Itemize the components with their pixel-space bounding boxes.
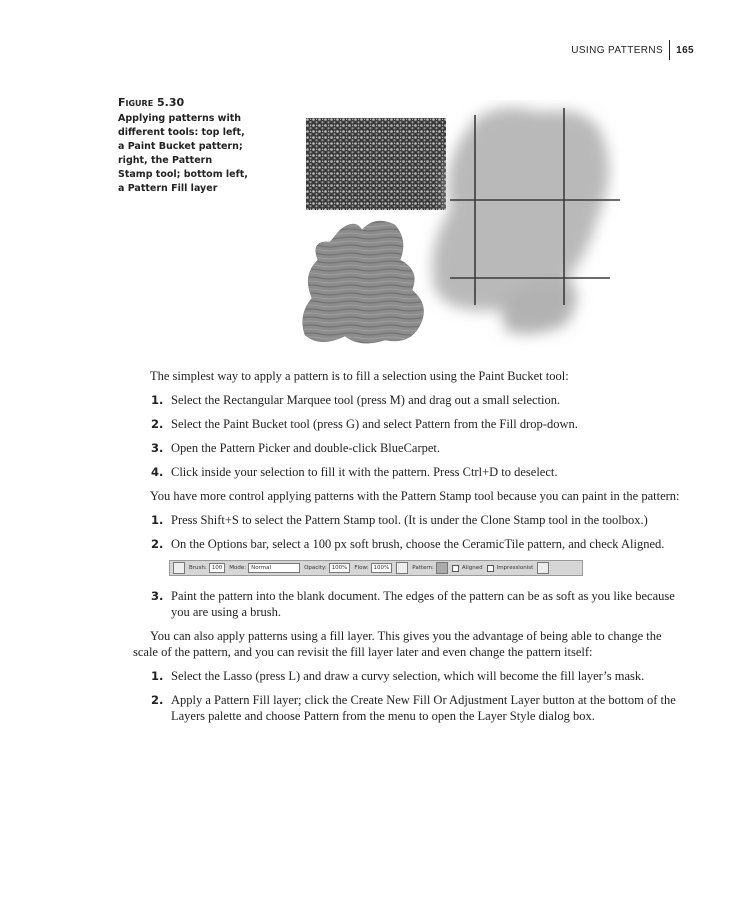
list-item: 2. Select the Paint Bucket tool (press G) and select Pattern from the Fill drop-down.: [151, 417, 578, 431]
opacity-value: 100%: [329, 563, 351, 573]
running-header: [571, 40, 694, 60]
options-bar-screenshot: [169, 560, 583, 576]
paragraph-pattern-stamp-intro: You have more control applying patterns with the Pattern Stamp tool because you can paint in the pattern:: [150, 489, 680, 503]
paint-bucket-pattern: [306, 118, 446, 210]
brush-size: 100: [209, 563, 226, 573]
aligned-label: Aligned: [461, 565, 483, 571]
paragraph-fill-layer-intro: You can also apply patterns using a fill layer. This gives you the advantage of being able to change the scale of the pattern, and you can revisit the fill layer later and even change the pattern itself:: [133, 629, 662, 659]
header-divider: [669, 40, 670, 60]
opacity-label: Opacity:: [304, 565, 327, 571]
pattern-figure-image: [300, 100, 620, 350]
impressionist-checkbox-icon: [487, 565, 494, 572]
list-item: 3. Paint the pattern into the blank document. The edges of the pattern can be as soft as you like because you are using a brush.: [151, 589, 675, 619]
pattern-fill-blob: [303, 221, 424, 343]
figure-caption-text: Applying patterns with different tools: top left, a Paint Bucket pattern; right, the Pattern Stamp tool; bottom left, a Pattern Fill layer: [118, 113, 248, 194]
palette-icon: [537, 562, 549, 574]
list-item: 1. Select the Lasso (press L) and draw a curvy selection, which will become the fill layer’s mask.: [151, 669, 645, 683]
flow-label: Flow:: [354, 565, 369, 571]
mode-label: Mode:: [229, 565, 247, 571]
figure-caption: [118, 96, 248, 196]
list-item: 3. Open the Pattern Picker and double-click BlueCarpet.: [151, 441, 441, 455]
pattern-stamp-area: [432, 108, 609, 335]
paint-bucket-steps: [133, 392, 688, 480]
list-item: 2. On the Options bar, select a 100 px soft brush, choose the CeramicTile pattern, and check Aligned.: [151, 537, 665, 551]
list-item: 1. Select the Rectangular Marquee tool (press M) and drag out a small selection.: [151, 393, 561, 407]
pattern-stamp-steps-continued: [133, 588, 688, 620]
pattern-stamp-steps: [133, 512, 688, 552]
pattern-swatch-icon: [436, 562, 448, 574]
mode-value: Normal: [248, 563, 300, 573]
airbrush-icon: [396, 562, 408, 574]
tool-preset-icon: [173, 562, 185, 574]
page-number: 165: [676, 44, 694, 56]
aligned-checkbox-icon: [452, 565, 459, 572]
list-item: 2. Apply a Pattern Fill layer; click the Create New Fill Or Adjustment Layer button at the bottom of the Layers palette and choose Pattern from the menu to open the Layer Style dialog box.: [151, 693, 676, 723]
section-title: USING PATTERNS: [571, 44, 664, 56]
figure-label: Figure 5.30: [118, 96, 185, 109]
body-text: [133, 368, 688, 732]
list-item: 1. Press Shift+S to select the Pattern Stamp tool. (It is under the Clone Stamp tool in the toolbox.): [151, 513, 648, 527]
list-item: 4. Click inside your selection to fill it with the pattern. Press Ctrl+D to deselect.: [151, 465, 558, 479]
flow-value: 100%: [371, 563, 393, 573]
brush-label: Brush:: [189, 565, 207, 571]
pattern-label: Pattern:: [412, 565, 434, 571]
impressionist-label: Impressionist: [496, 565, 534, 571]
paragraph-paint-bucket-intro: The simplest way to apply a pattern is to fill a selection using the Paint Bucket tool:: [150, 369, 569, 383]
fill-layer-steps: [133, 668, 688, 724]
